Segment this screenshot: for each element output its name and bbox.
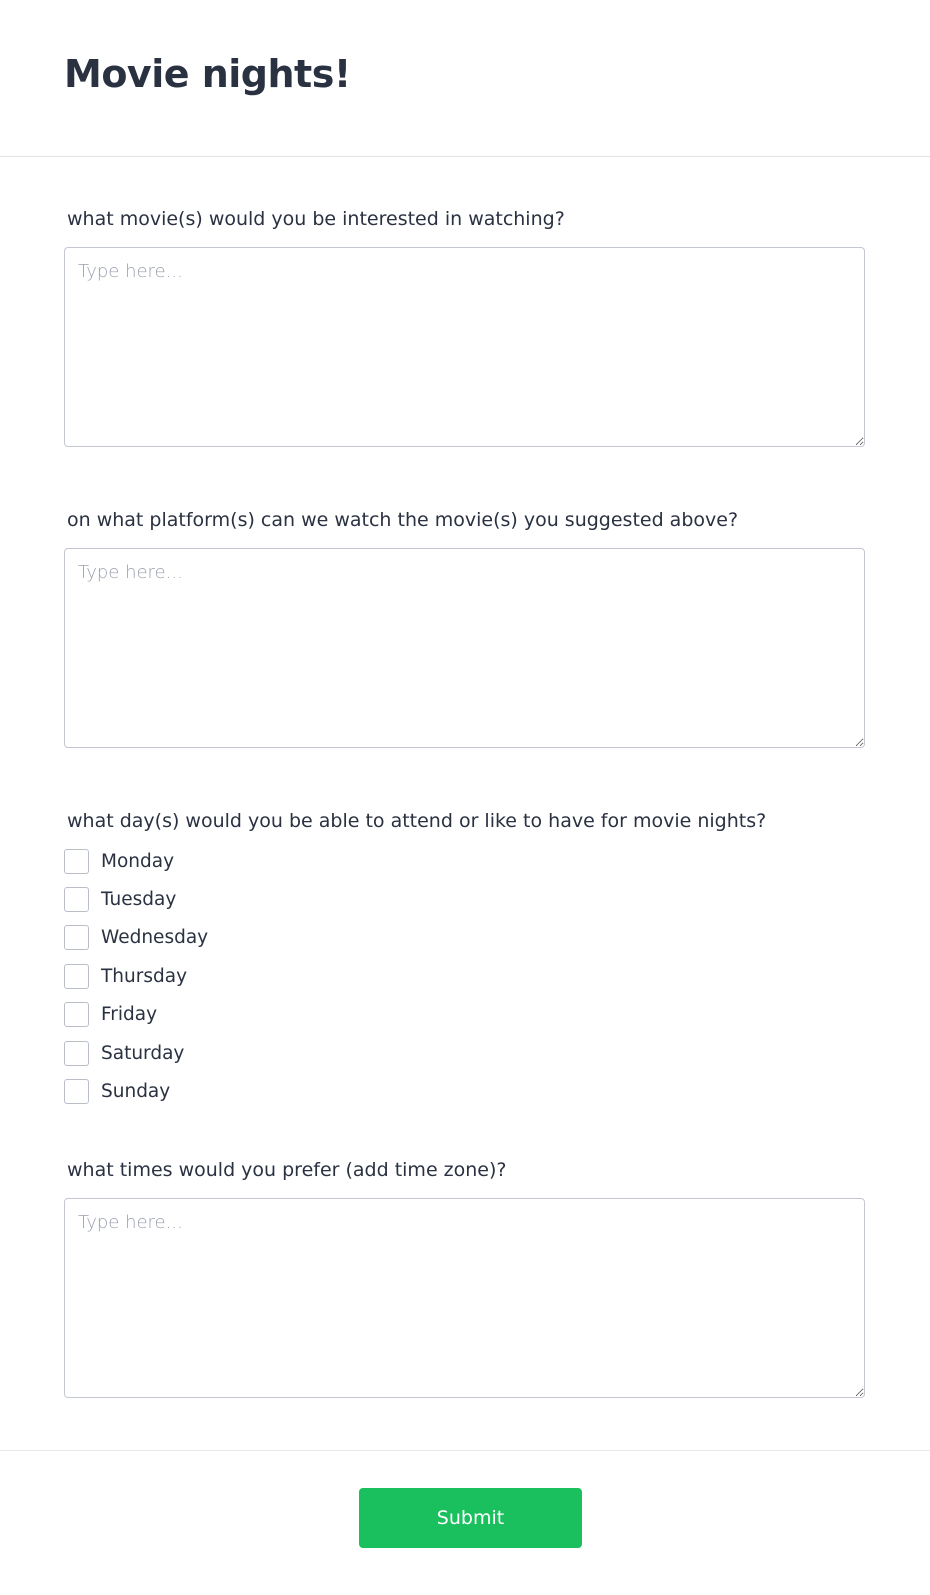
days-checkbox-group [64, 842, 866, 1111]
movies-textarea[interactable] [64, 247, 865, 447]
day-option-friday[interactable] [64, 996, 866, 1034]
submit-button[interactable]: Submit [359, 1488, 582, 1548]
day-label: Tuesday [101, 889, 177, 911]
checkbox-saturday[interactable] [64, 1041, 89, 1066]
day-option-sunday[interactable] [64, 1072, 866, 1110]
platforms-textarea[interactable] [64, 548, 865, 748]
question-days-label: what day(s) would you be able to attend or like to have for movie nights? [67, 810, 767, 832]
day-option-tuesday[interactable] [64, 880, 866, 918]
question-platforms-label: on what platform(s) can we watch the movie(s) you suggested above? [67, 509, 739, 531]
day-label: Saturday [101, 1042, 185, 1064]
day-option-monday[interactable] [64, 842, 866, 880]
question-movies [64, 208, 866, 447]
day-option-saturday[interactable] [64, 1034, 866, 1072]
question-days [64, 810, 866, 1111]
checkbox-tuesday[interactable] [64, 887, 89, 912]
day-label: Thursday [101, 965, 188, 987]
question-movies-label: what movie(s) would you be interested in watching? [67, 208, 565, 230]
day-label: Monday [101, 850, 175, 872]
form-footer [0, 1450, 930, 1595]
day-option-thursday[interactable] [64, 957, 866, 995]
day-label: Sunday [101, 1081, 171, 1103]
question-times [64, 1159, 866, 1398]
checkbox-sunday[interactable] [64, 1079, 89, 1104]
checkbox-friday[interactable] [64, 1002, 89, 1027]
movie-night-form [0, 208, 930, 1398]
page-header [0, 0, 930, 157]
question-platforms [64, 509, 866, 748]
checkbox-monday[interactable] [64, 849, 89, 874]
day-option-wednesday[interactable] [64, 919, 866, 957]
times-textarea[interactable] [64, 1198, 865, 1398]
day-label: Friday [101, 1004, 158, 1026]
checkbox-thursday[interactable] [64, 964, 89, 989]
question-times-label: what times would you prefer (add time zone)? [67, 1158, 507, 1181]
day-label: Wednesday [101, 927, 209, 949]
checkbox-wednesday[interactable] [64, 925, 89, 950]
page-title: Movie nights! [64, 52, 351, 96]
